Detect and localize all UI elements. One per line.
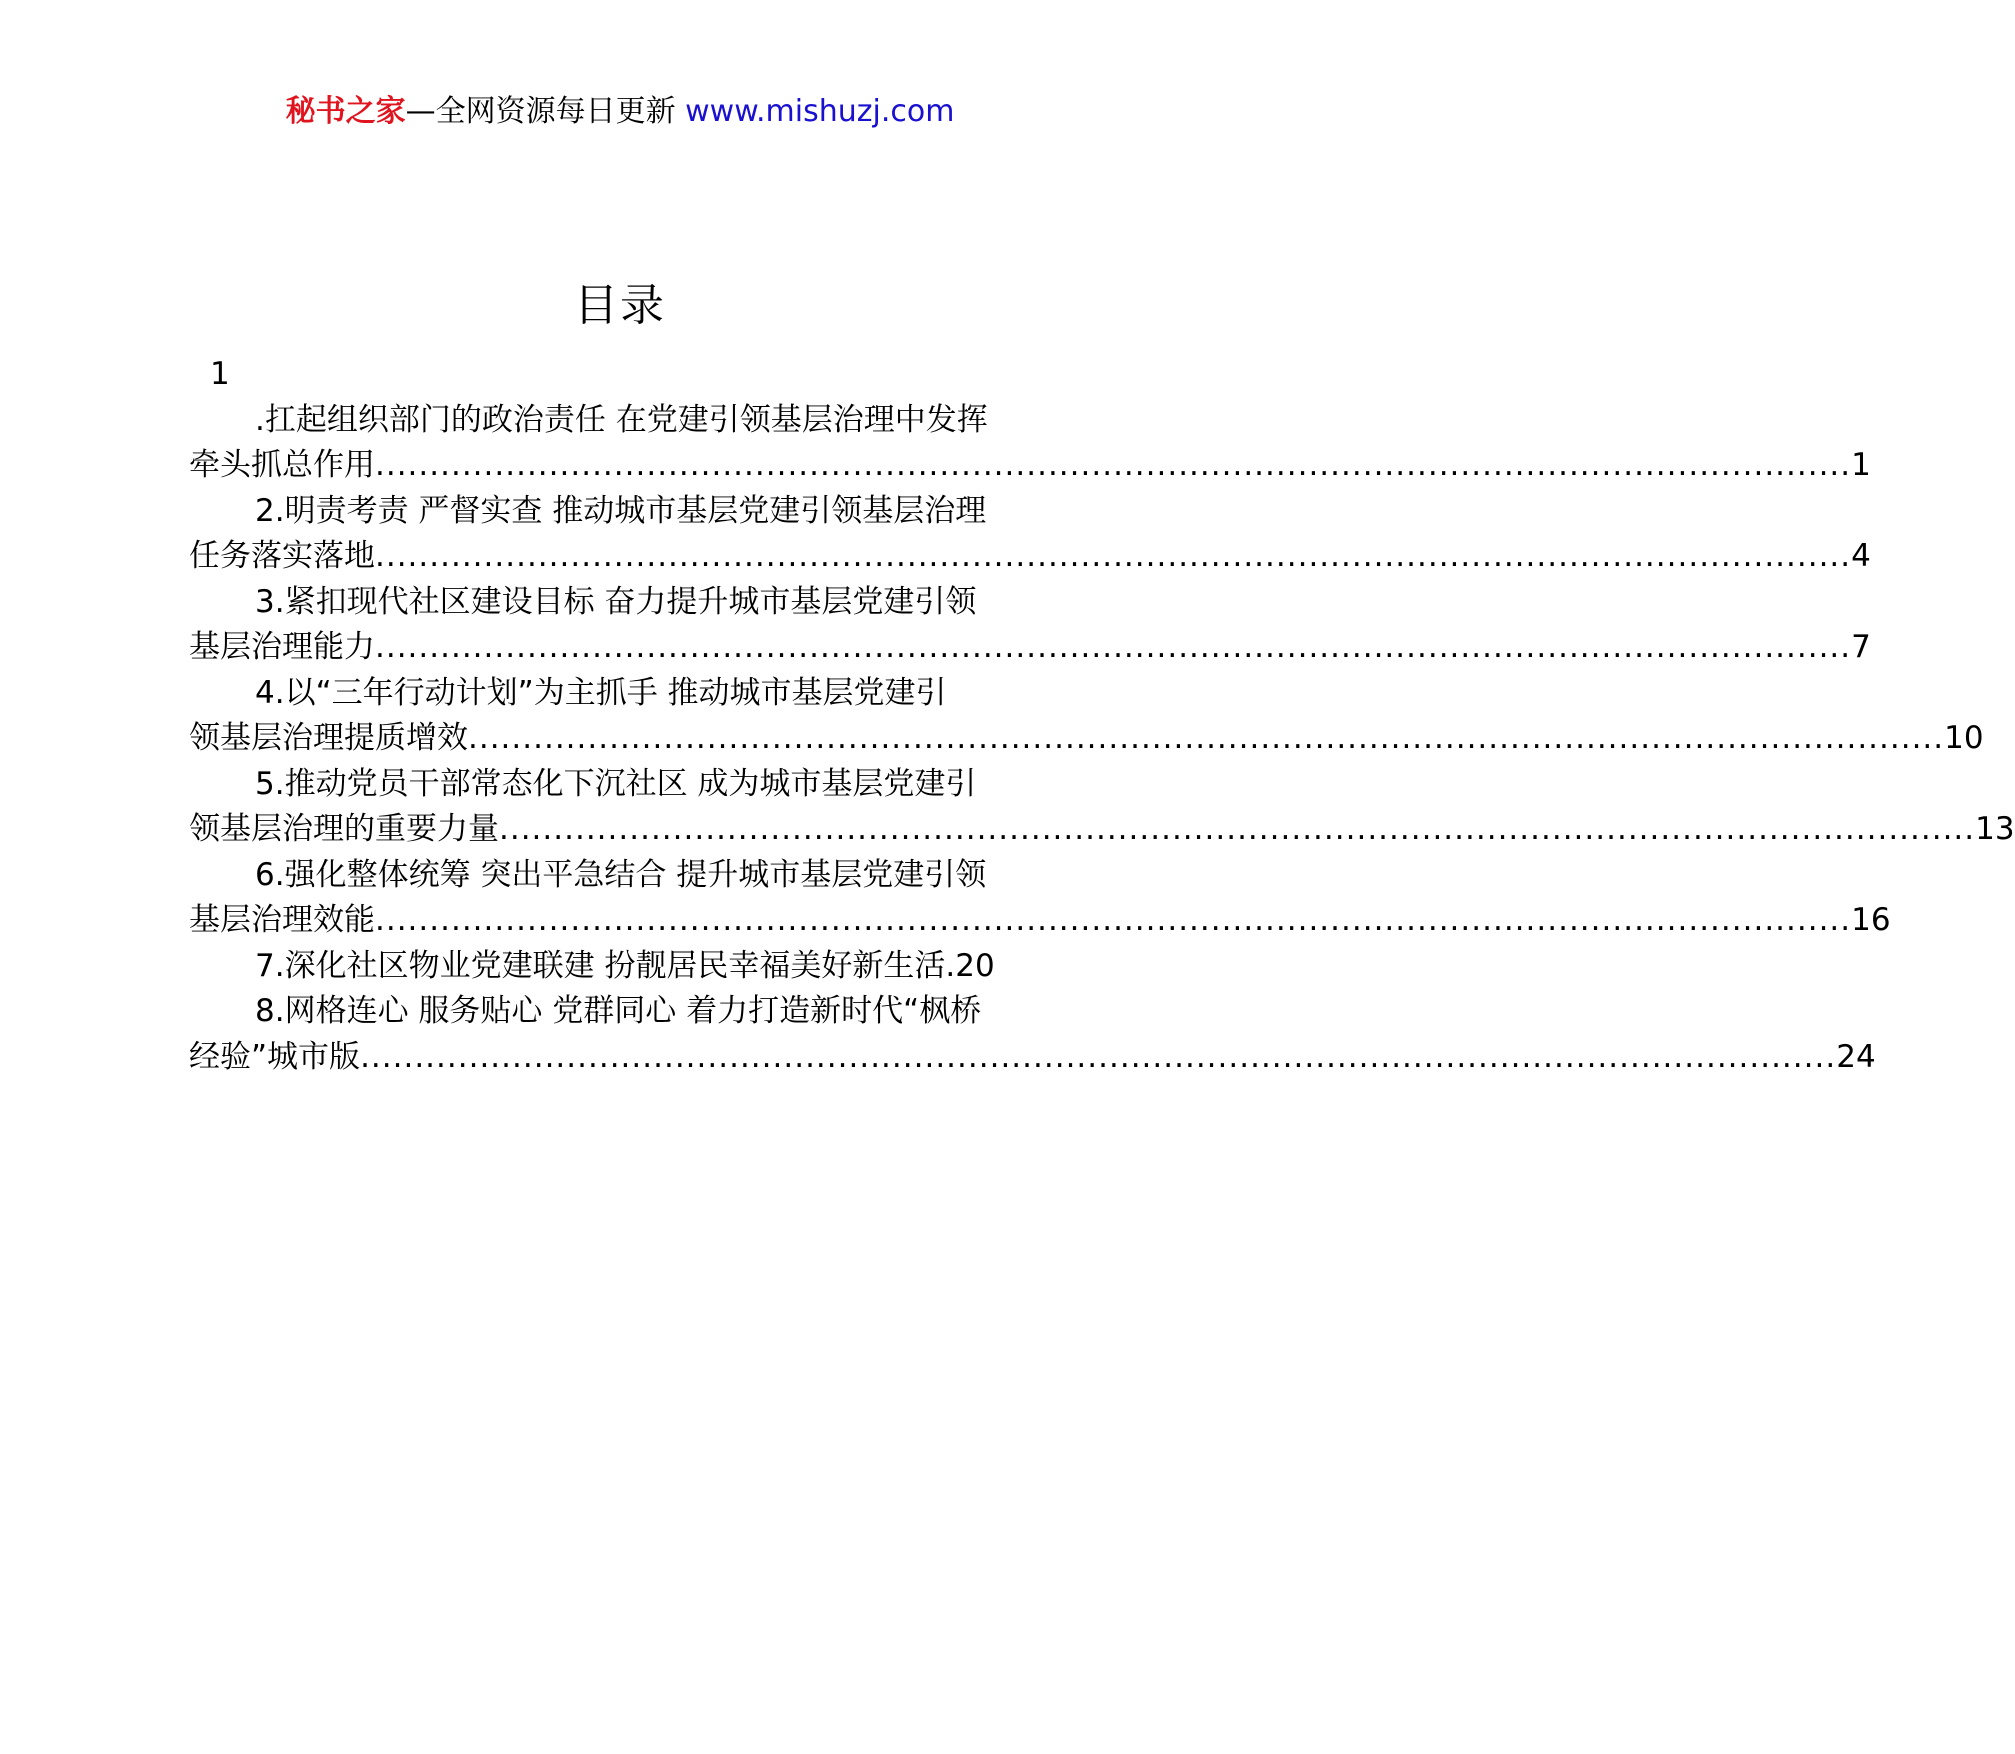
- toc-entry-2-title[interactable]: 2.明责考责 严督实查 推动城市基层党建引领基层治理: [255, 492, 987, 529]
- header-tagline: —全网资源每日更新: [405, 94, 676, 129]
- toc-entry-8-page: 24: [1836, 1038, 1876, 1075]
- toc-entry-6-title-cont: 基层治理效能: [189, 902, 375, 938]
- toc-entry-5-continuation[interactable]: [189, 807, 2015, 853]
- dot-leader: ........................................................................................................................................: [375, 447, 1852, 483]
- toc-entry-1-number: 1: [210, 356, 230, 392]
- toc-entry-4-title-cont: 领基层治理提质增效: [189, 720, 468, 756]
- toc-entry-1-title[interactable]: .扛起组织部门的政治责任 在党建引领基层治理中发挥: [255, 401, 988, 438]
- dot-leader: ........................................................................................................................................: [499, 811, 1976, 847]
- toc-entry-3-continuation[interactable]: [189, 625, 1871, 671]
- toc-entry-6-page: 16: [1851, 902, 1891, 938]
- toc-entry-4-title[interactable]: 4.以“三年行动计划”为主抓手 推动城市基层党建引: [255, 674, 947, 711]
- toc-title: 目录: [574, 280, 666, 331]
- toc-entry-8-title-cont: 经验”城市版: [189, 1038, 361, 1075]
- toc-entry-3-title-cont: 基层治理能力: [189, 629, 375, 665]
- toc-entry-1-page: 1: [1851, 447, 1871, 483]
- dot-leader: ........................................................................................................................................: [360, 1038, 1837, 1075]
- toc-entry-8-continuation[interactable]: [189, 1035, 1876, 1081]
- toc-entry-1-title-cont: 牵头抓总作用: [189, 447, 375, 483]
- page-header: [0, 92, 1240, 132]
- toc-entry-1-continuation[interactable]: [189, 443, 1871, 489]
- toc-entry-3-title[interactable]: 3.紧扣现代社区建设目标 奋力提升城市基层党建引领: [255, 583, 977, 620]
- toc-entry-2-title-cont: 任务落实落地: [189, 538, 375, 574]
- dot-leader: ........................................................................................................................................: [468, 720, 1945, 756]
- toc-entry-2-page: 4: [1851, 538, 1871, 574]
- toc-entry-2-continuation[interactable]: [189, 534, 1871, 580]
- toc-entry-5-title-cont: 领基层治理的重要力量: [189, 811, 499, 847]
- dot-leader: ........................................................................................................................................: [375, 629, 1852, 665]
- toc-entry-6-continuation[interactable]: [189, 898, 1891, 944]
- table-of-contents: [189, 352, 2015, 1080]
- toc-entry-5-title[interactable]: 5.推动党员干部常态化下沉社区 成为城市基层党建引: [255, 765, 977, 802]
- dot-leader: ........................................................................................................................................: [375, 538, 1852, 574]
- toc-entry-4-continuation[interactable]: [189, 716, 1984, 762]
- dot-leader: ........................................................................................................................................: [375, 902, 1852, 938]
- toc-entry-4-page: 10: [1944, 720, 1984, 756]
- toc-entry-8-title[interactable]: 8.网格连心 服务贴心 党群同心 着力打造新时代“枫桥: [255, 993, 982, 1029]
- brand-name: 秘书之家: [285, 94, 406, 129]
- site-url-link[interactable]: www.mishuzj.com: [685, 94, 955, 129]
- toc-entry-3-page: 7: [1851, 629, 1871, 665]
- toc-entry-7-title[interactable]: 7.深化社区物业党建联建 扮靓居民幸福美好新生活.20: [255, 947, 995, 984]
- toc-entry-6-title[interactable]: 6.强化整体统筹 突出平急结合 提升城市基层党建引领: [255, 856, 987, 893]
- toc-entry-5-page: 13: [1975, 811, 2015, 847]
